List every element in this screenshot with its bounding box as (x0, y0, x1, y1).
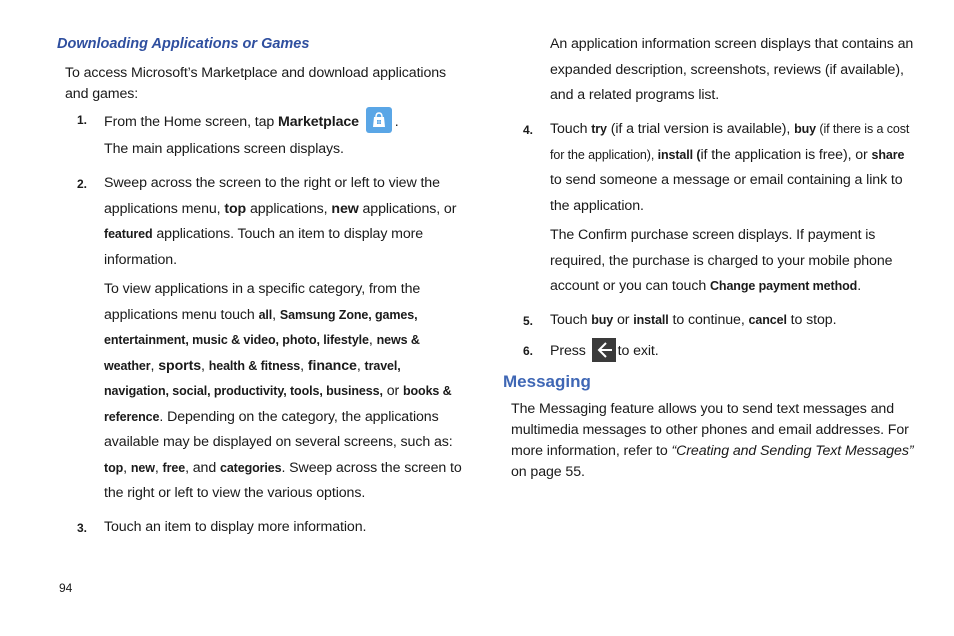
section-heading-downloading: Downloading Applications or Games (57, 36, 310, 52)
step-1-post: . (394, 114, 399, 130)
step-number-1: 1. (77, 113, 88, 127)
step-number-6: 6. (523, 344, 534, 358)
step-2-text (104, 171, 456, 273)
step-number-5: 5. (523, 314, 534, 328)
step-2-category-paragraph (104, 277, 462, 507)
step-5-text: Touch buy or install to continue, cancel to stop. (550, 312, 837, 328)
category-line: reference. Depending on the category, the applications (104, 408, 439, 425)
back-arrow-icon[interactable] (592, 338, 616, 362)
category-line: applications menu touch all, Samsung Zone, games, (104, 306, 418, 323)
app-info-paragraph: An application information screen displays that contains an expanded description, screenshots, reviews (if available), and a related programs list. (550, 36, 914, 103)
step-2-line: applications menu, top applications, new applications, or (104, 200, 457, 217)
messaging-paragraph: The Messaging feature allows you to send text messages and multimedia messages to other phones and email addresses. For more information, refer to “Creating and Sending Text Messages” on page 55. (511, 401, 914, 480)
category-line: the right or left to view the various options. (104, 485, 366, 501)
category-line: available may be displayed on several screens, such as: (104, 434, 453, 450)
category-line: To view applications in a specific category, from the (104, 281, 421, 297)
intro-paragraph: To access Microsoft’s Marketplace and download applications and games: (65, 65, 447, 102)
step-1-note: The main applications screen displays. (104, 141, 344, 157)
step-2-line: featured applications. Touch an item to display more (104, 226, 424, 242)
marketplace-label: Marketplace (278, 114, 359, 130)
page-number: 94 (59, 581, 73, 595)
step-2-line: Sweep across the screen to the right or left to view the (104, 175, 440, 191)
confirm-purchase-paragraph: The Confirm purchase screen displays. If payment is required, the purchase is charged to your mobile phone account or you can touch Change payment method. (550, 227, 893, 294)
step-number-3: 3. (77, 521, 88, 535)
step-4-text: Touch try (if a trial version is available), buy (if there is a cost for the application), install (if the application is free), or share to send someone a message or email containing a link to the application. (550, 121, 910, 214)
step-number-4: 4. (523, 123, 534, 137)
category-line: navigation, social, productivity, tools, business, or books & (104, 383, 452, 399)
step-1-text (104, 107, 399, 136)
marketplace-bag-icon[interactable] (366, 107, 392, 133)
category-line: entertainment, music & video, photo, lifestyle, news & (104, 332, 420, 348)
cross-reference-link[interactable]: “Creating and Sending Text Messages” (671, 443, 914, 459)
step-6-text: Press to exit. (550, 338, 659, 365)
step-3-text: Touch an item to display more information. (104, 519, 367, 535)
step-number-2: 2. (77, 177, 88, 191)
step-2-line: information. (104, 251, 177, 268)
section-heading-messaging: Messaging (503, 372, 591, 391)
step-1-pre: From the Home screen, tap (104, 114, 279, 130)
category-line: top, new, free, and categories. Sweep across the screen to (104, 459, 462, 476)
category-line: weather, sports, health & fitness, finance, travel, (104, 357, 401, 374)
